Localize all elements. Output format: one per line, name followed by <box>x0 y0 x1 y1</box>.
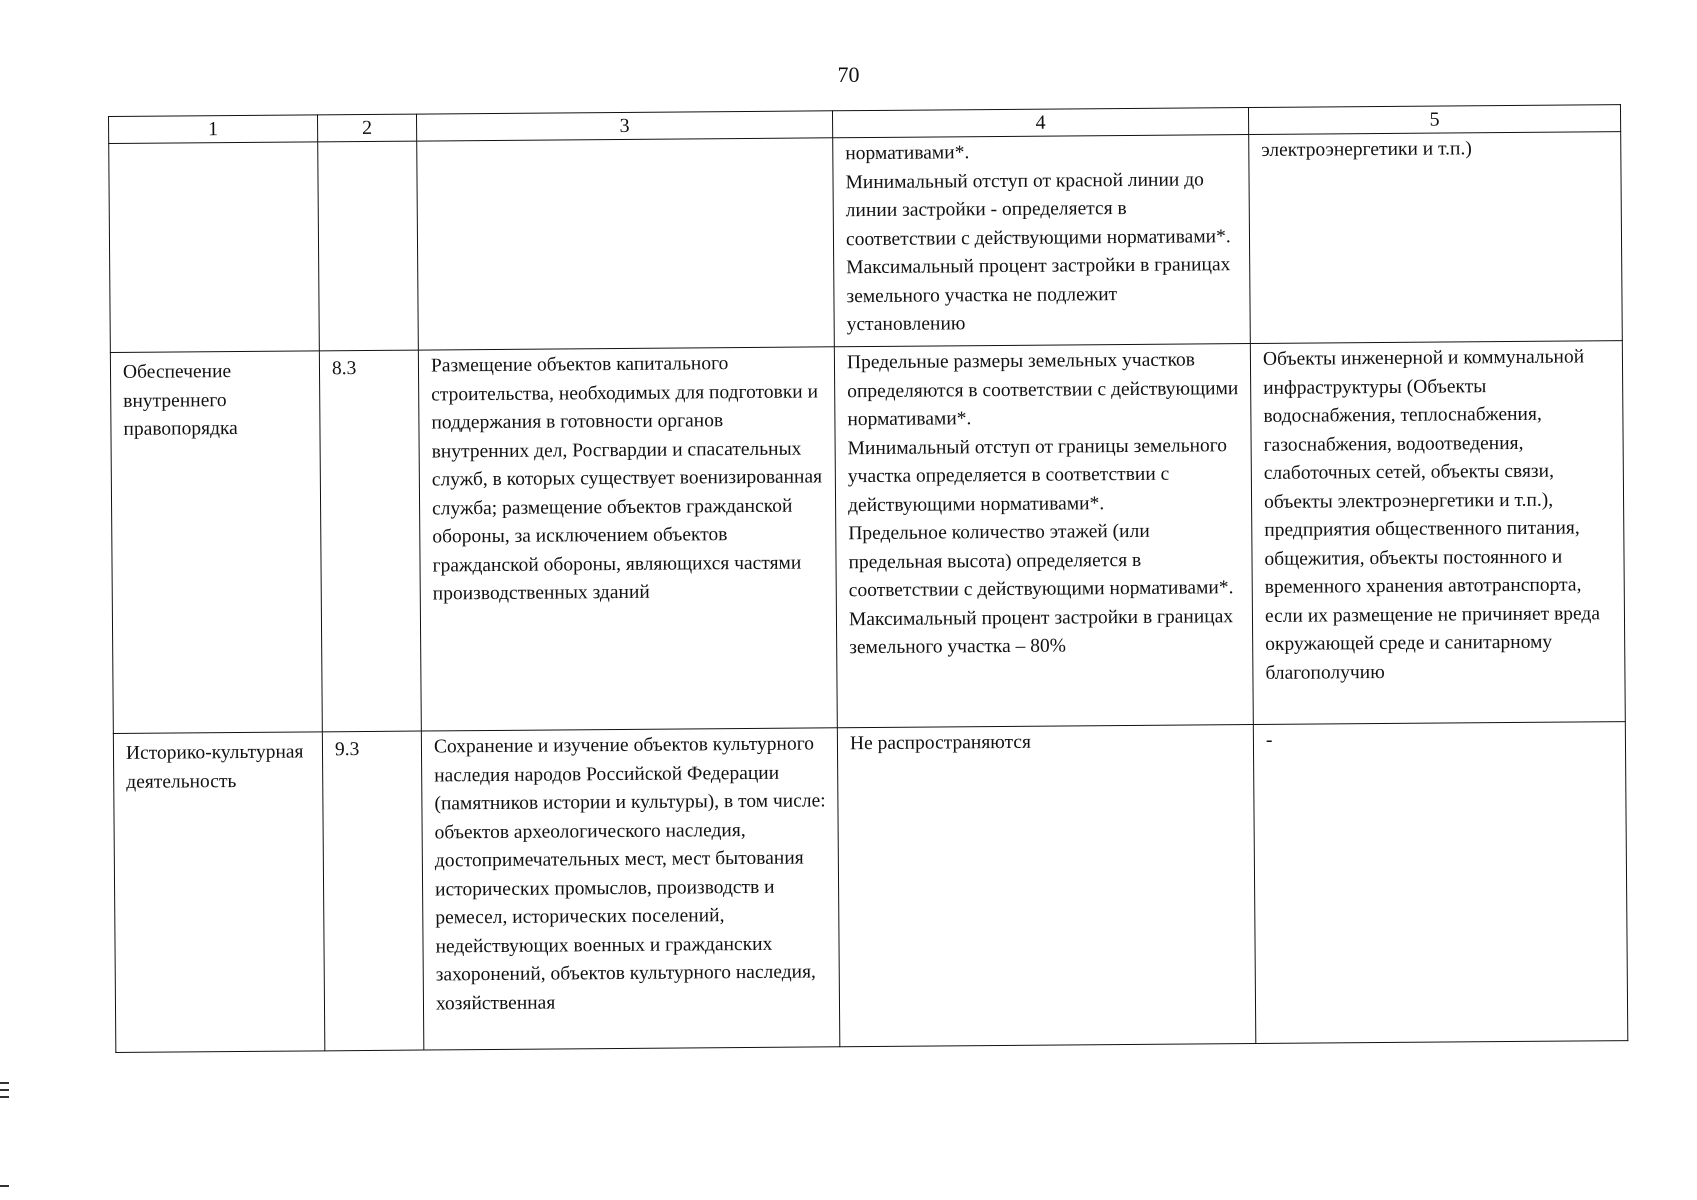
column-header-2: 2 <box>317 114 416 142</box>
scan-margin-mark <box>0 1185 9 1187</box>
cell-description <box>417 138 835 350</box>
table-row-continuation <box>109 132 1623 353</box>
cell-description: Размещение объектов капитального строительства, необходимых для подготовки и поддержания в готовности органов внутренних дел, Росгвардии и спасательных служб, в которых существует военизированная служба; размещение объектов гражданской обороны, за исключением объектов гражданской обороны, являющихся частями производственных зданий <box>418 347 837 731</box>
cell-use-type <box>109 142 320 353</box>
cell-auxiliary-uses: электроэнергетики и т.п.) <box>1249 132 1623 344</box>
cell-code: 9.3 <box>322 731 424 1051</box>
cell-code: 8.3 <box>319 350 421 732</box>
column-header-1: 1 <box>109 115 318 144</box>
scan-margin-mark <box>0 1082 9 1084</box>
cell-description: Сохранение и изучение объектов культурного наследия народов Российской Федерации (памятников истории и культуры), в том числе: объектов археологического наследия, достопримечательных мест, мест бытования исторических промыслов, производств и ремесел, исторических поселений, недействующих военных и гражданских захоронений, объектов культурного наследия, хозяйственная <box>421 728 839 1050</box>
cell-code <box>318 141 419 351</box>
column-header-3: 3 <box>416 111 832 141</box>
column-header-5: 5 <box>1248 105 1620 135</box>
cell-parameters: Предельные размеры земельных участков определяются в соответствии с действующими нормативами*. Минимальный отступ от границы земельного участка определяется в соответствии с действующими нормативами*. Предельное количество этажей (или предельная высота) определяется в соответствии с действующими нормативами*. Максимальный процент застройки в границах земельного участка – 80% <box>834 344 1253 728</box>
column-header-4: 4 <box>832 108 1248 138</box>
cell-parameters: Не распространяются <box>837 725 1255 1047</box>
land-use-table <box>108 104 1628 1053</box>
cell-parameters: нормативами*. Минимальный отступ от красной линии до линии застройки - определяется в соответствии с действующими нормативами*. Максимальный процент застройки в границах земельного участка не подлежит установлению <box>833 135 1251 347</box>
table-row-law-enforcement <box>110 341 1625 734</box>
cell-auxiliary-uses: Объекты инженерной и коммунальной инфраструктуры (Объекты водоснабжения, теплоснабжения, газоснабжения, водоотведения, слаботочных сетей, объекты связи, объекты электроэнергетики и т.п.), предприятия общественного питания, общежития, объекты постоянного и временного хранения автотранспорта, если их размещение не причиняет вреда окружающей среде и санитарному благополучию <box>1250 341 1625 725</box>
scan-margin-mark <box>0 1089 9 1091</box>
cell-use-type: Обеспечение внутреннего правопорядка <box>110 351 322 734</box>
cell-auxiliary-uses: - <box>1253 722 1627 1044</box>
table-row-cultural-heritage <box>113 722 1627 1053</box>
scan-margin-mark <box>0 1096 9 1098</box>
cell-use-type: Историко-культурная деятельность <box>113 732 324 1053</box>
page-number: 70 <box>837 62 860 87</box>
